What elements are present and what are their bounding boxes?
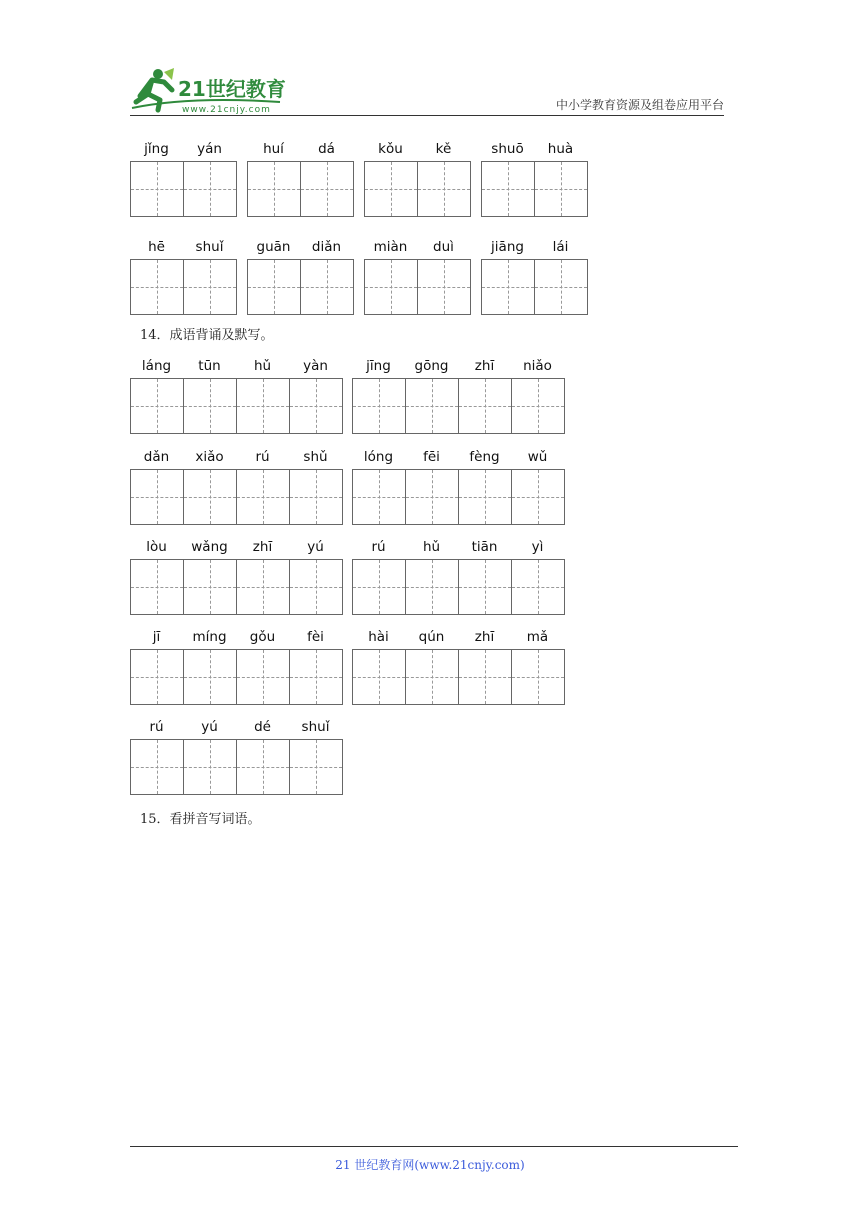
pinyin: lóng <box>363 449 394 465</box>
pinyin: jī <box>152 629 161 645</box>
pinyin: shǔ <box>303 449 328 465</box>
writing-grid[interactable] <box>352 559 565 615</box>
writing-grid[interactable] <box>130 559 343 615</box>
writing-grid[interactable] <box>130 161 237 217</box>
header-platform-text: 中小学教育资源及组卷应用平台 <box>555 98 724 112</box>
writing-grid[interactable] <box>247 161 354 217</box>
pinyin: hǔ <box>253 358 272 374</box>
pinyin: shuǐ <box>301 719 330 735</box>
word-group-guandian <box>247 239 354 315</box>
pinyin: láng <box>141 358 172 374</box>
idiom-group <box>352 539 565 615</box>
pinyin: shuǐ <box>195 239 224 255</box>
word-group-kouke <box>364 141 471 217</box>
idiom-group <box>130 539 343 615</box>
pinyin: wǔ <box>527 449 548 465</box>
writing-grid[interactable] <box>481 161 588 217</box>
writing-grid[interactable] <box>352 649 565 705</box>
idiom-group <box>352 449 565 525</box>
pinyin: qún <box>418 629 445 645</box>
pinyin: miàn <box>373 239 408 255</box>
writing-grid[interactable] <box>364 259 471 315</box>
word-group-shuohua <box>481 141 588 217</box>
writing-grid[interactable] <box>364 161 471 217</box>
logo-url: www.21cnjy.com <box>182 105 271 114</box>
pinyin: gǒu <box>249 629 276 645</box>
footer-link[interactable]: 21 世纪教育网(www.21cnjy.com) <box>335 1158 525 1172</box>
pinyin: huà <box>547 141 574 157</box>
pinyin: shuō <box>491 141 524 157</box>
word-group-heshui <box>130 239 237 315</box>
logo-text: 21世纪教育 <box>178 77 286 101</box>
pinyin: yì <box>531 539 544 555</box>
pinyin: yú <box>201 719 218 735</box>
pinyin: hǔ <box>422 539 441 555</box>
pinyin: míng <box>192 629 227 645</box>
pinyin: tiān <box>471 539 498 555</box>
pinyin: rú <box>371 539 386 555</box>
pinyin: gōng <box>414 358 449 374</box>
writing-grid[interactable] <box>130 378 343 434</box>
pinyin: lái <box>552 239 569 255</box>
pinyin: lòu <box>146 539 167 555</box>
pinyin: duì <box>433 239 454 255</box>
pinyin: jiāng <box>491 239 524 255</box>
pinyin: mǎ <box>526 629 549 645</box>
pinyin: zhī <box>474 629 495 645</box>
pinyin: hē <box>148 239 165 255</box>
footer-divider <box>130 1146 738 1147</box>
word-group-miandui <box>364 239 471 315</box>
writing-grid[interactable] <box>130 259 237 315</box>
pinyin: wǎng <box>191 539 228 555</box>
idiom-group <box>130 358 343 434</box>
pinyin: huí <box>263 141 284 157</box>
page-header <box>130 66 724 116</box>
pinyin: kǒu <box>378 141 403 157</box>
pinyin: dǎn <box>143 449 170 465</box>
idiom-group <box>130 629 343 705</box>
pinyin: fèi <box>307 629 324 645</box>
pinyin: diǎn <box>311 239 342 255</box>
pinyin: tūn <box>198 358 221 374</box>
pinyin: rú <box>255 449 270 465</box>
brand-logo <box>130 66 300 114</box>
pinyin: fèng <box>469 449 500 465</box>
pinyin: rú <box>149 719 164 735</box>
writing-grid[interactable] <box>130 649 343 705</box>
pinyin: guān <box>256 239 291 255</box>
word-group-huida <box>247 141 354 217</box>
writing-grid[interactable] <box>130 739 343 795</box>
header-divider <box>130 115 724 116</box>
pinyin: yàn <box>303 358 328 374</box>
pinyin: dá <box>318 141 335 157</box>
writing-grid[interactable] <box>130 469 343 525</box>
writing-grid[interactable] <box>352 469 565 525</box>
word-group-jianglai <box>481 239 588 315</box>
pinyin: zhī <box>252 539 273 555</box>
pinyin: kě <box>435 141 452 157</box>
pinyin: fēi <box>423 449 440 465</box>
pinyin: yán <box>197 141 222 157</box>
pinyin: hài <box>368 629 389 645</box>
idiom-group <box>130 719 343 795</box>
writing-grid[interactable] <box>247 259 354 315</box>
writing-grid[interactable] <box>352 378 565 434</box>
word-group-jingyan <box>130 141 237 217</box>
pinyin: zhī <box>474 358 495 374</box>
question-15-title: 15．看拼音写词语。 <box>140 812 261 827</box>
pinyin: xiǎo <box>195 449 224 465</box>
idiom-group <box>130 449 343 525</box>
pinyin: jǐng <box>144 141 169 157</box>
pinyin: jīng <box>366 358 391 374</box>
idiom-group <box>352 358 565 434</box>
pinyin: niǎo <box>523 358 552 374</box>
writing-grid[interactable] <box>481 259 588 315</box>
question-14-title: 14．成语背诵及默写。 <box>140 328 274 343</box>
pinyin: yú <box>307 539 324 555</box>
pinyin: dé <box>254 719 271 735</box>
idiom-group <box>352 629 565 705</box>
